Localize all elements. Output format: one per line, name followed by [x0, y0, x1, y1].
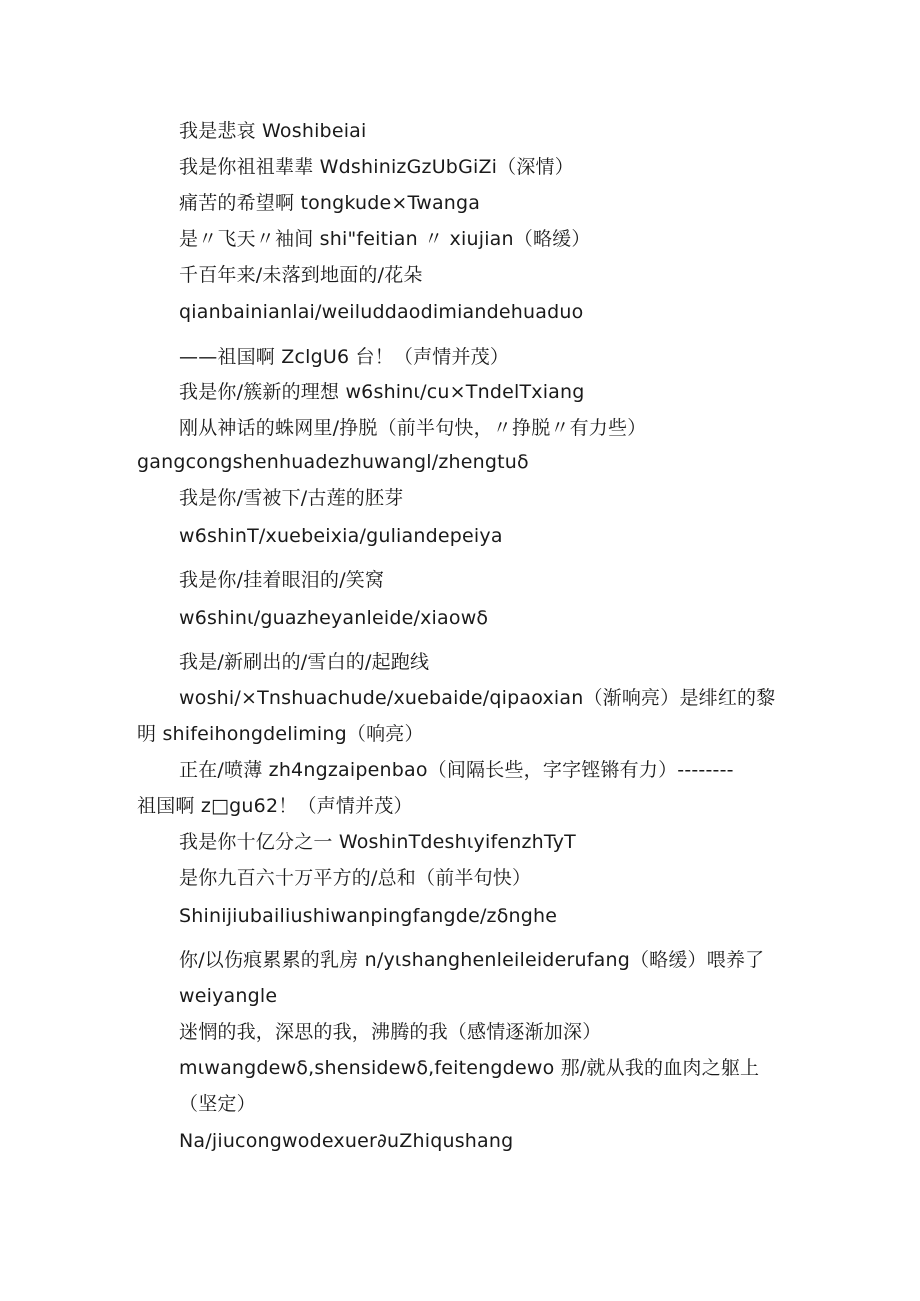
poem-line: 祖国啊 z□gu62！（声情并茂）	[137, 795, 413, 817]
poem-line: 我是你/挂着眼泪的/笑窝	[179, 569, 385, 591]
poem-line: 迷惘的我，深思的我，沸腾的我（感情逐渐加深）	[179, 1021, 602, 1043]
poem-line: Na/jiucongwodexuer∂uZhiqushang	[179, 1130, 514, 1152]
poem-line: 明 shifeihongdeliming（响亮）	[137, 723, 424, 745]
poem-line: woshi/×Tnshuachude/xuebaide/qipaoxian（渐响亮）是绯红的黎	[179, 687, 776, 709]
poem-line: 正在/喷薄 zh4ngzaipenbao（间隔长些，字字铿锵有力）--------	[179, 759, 734, 781]
poem-line: weiyangle	[179, 985, 278, 1007]
poem-line: 是〃飞天〃袖间 shi"feitian 〃 xiujian（略缓）	[179, 228, 591, 250]
poem-line: 我是你/雪被下/古莲的胚芽	[179, 487, 404, 509]
poem-line: Shinijiubailiushiwanpingfangde/zδnghe	[179, 905, 558, 927]
poem-line: w6shinι/guazheyanleide/xiaowδ	[179, 607, 489, 629]
poem-line: 刚从神话的蛛网里/挣脱（前半句快，〃挣脱〃有力些）	[179, 417, 647, 439]
poem-line: qianbainianlai/weiluddaodimiandehuaduo	[179, 301, 584, 323]
poem-line: 我是你祖祖辈辈 WdshinizGzUbGiZi（深情）	[179, 156, 574, 178]
poem-line: 我是你/簇新的理想 w6shinι/cu×TndelTxiang	[179, 381, 585, 403]
poem-line: 我是你十亿分之一 WoshinTdeshιyifenzhTyT	[179, 831, 576, 853]
poem-line: 你/以伤痕累累的乳房 n/yιshanghenleileiderufang（略缓）喂养了	[179, 949, 765, 971]
poem-line: （坚定）	[179, 1093, 256, 1115]
poem-line: 痛苦的希望啊 tongkude×Twanga	[179, 192, 481, 214]
poem-line: 千百年来/未落到地面的/花朵	[179, 264, 423, 286]
poem-line: gangcongshenhuadezhuwangl/zhengtuδ	[137, 451, 529, 473]
poem-line: 是你九百六十万平方的/总和（前半句快）	[179, 867, 532, 889]
poem-line: ——祖国啊 ZclgU6 台！（声情并茂）	[179, 346, 510, 368]
poem-line: 我是/新刷出的/雪白的/起跑线	[179, 651, 430, 673]
poem-line: w6shinT/xuebeixia/guliandepeiya	[179, 525, 503, 547]
poem-line: mιwangdewδ,shensidewδ,feitengdewo 那/就从我的血肉之躯上	[179, 1057, 760, 1079]
poem-line: 我是悲哀 Woshibeiai	[179, 120, 367, 142]
